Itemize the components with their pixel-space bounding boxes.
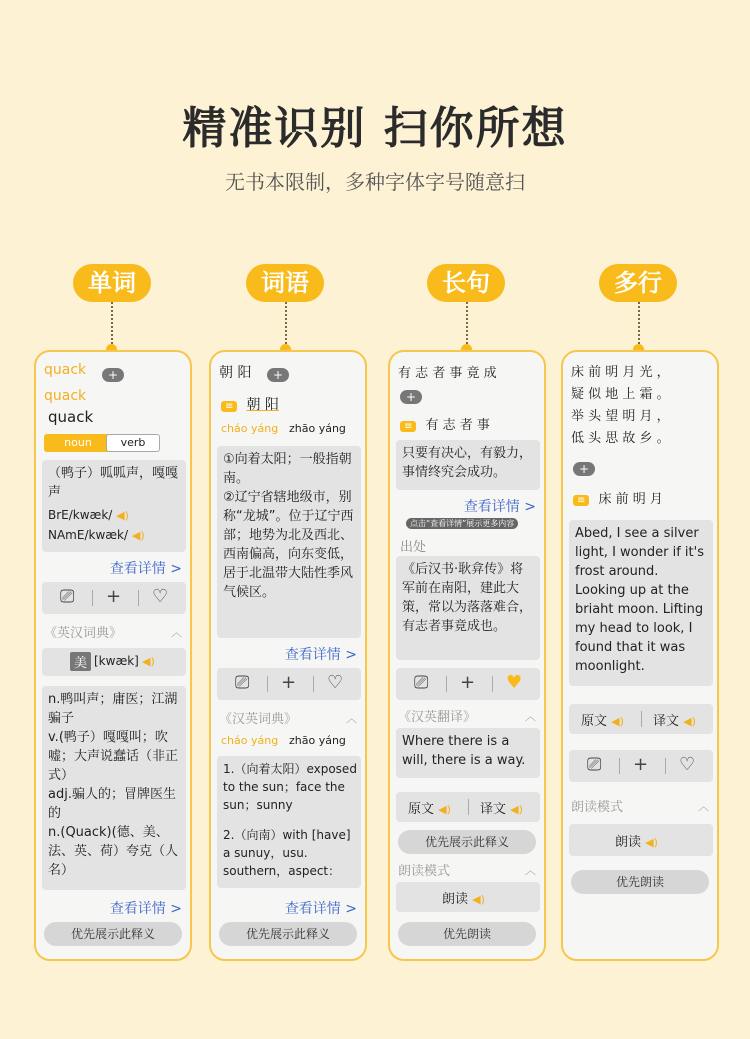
- source-text: 《后汉书·耿弇传》将军前在南阳，建此大策，常以为落落难合，有志者事竟成也。: [402, 562, 533, 634]
- speaker-icon: ◀): [611, 715, 624, 728]
- translation-card: [396, 728, 540, 778]
- translation-text: Abed, I see a silver light, I wonder if it's frost around. Looking up at the briaht moon. Lifting my head to look, I found that it was moonlight.: [575, 526, 704, 674]
- add-button[interactable]: [267, 364, 289, 383]
- heart-filled-icon[interactable]: ♥: [506, 672, 523, 693]
- divider: [92, 590, 93, 606]
- feedback-icon[interactable]: ⎚: [235, 672, 250, 693]
- headword-row: [400, 414, 490, 433]
- list-icon: ≡: [573, 495, 589, 506]
- speaker-icon[interactable]: ◀): [131, 529, 145, 542]
- headword-row: [573, 488, 663, 507]
- pinyin-3[interactable]: cháo yáng: [221, 734, 279, 747]
- plus-icon[interactable]: +: [281, 672, 297, 693]
- heart-icon[interactable]: ♡: [152, 586, 169, 607]
- add-button[interactable]: [573, 458, 595, 477]
- pinyin-1[interactable]: cháo yáng: [221, 422, 279, 435]
- prefer-read-button[interactable]: 优先朗读: [571, 870, 709, 894]
- action-bar: [569, 750, 713, 782]
- phone-sentence: [388, 350, 546, 961]
- definition-card: [42, 460, 186, 552]
- feedback-icon[interactable]: ⎚: [587, 754, 602, 775]
- dict-title: 《汉英词典》: [219, 712, 298, 727]
- connector-line: [638, 302, 640, 348]
- list-icon: ≡: [400, 421, 416, 432]
- action-bar: [396, 668, 540, 700]
- tab-noun[interactable]: noun: [44, 434, 112, 452]
- chevron-up-icon[interactable]: ︿: [346, 712, 357, 725]
- us-badge: 美: [70, 652, 91, 671]
- plus-icon[interactable]: +: [106, 586, 122, 607]
- scan-line: 床 前 明 月 光 ，: [571, 365, 670, 380]
- scan-text: 朝 阳: [219, 365, 252, 381]
- scan-line: 低 头 思 故 乡 。: [571, 431, 670, 446]
- read-mode-heading: 朗读模式: [571, 800, 624, 815]
- source-heading: 出处: [400, 540, 427, 555]
- feedback-icon[interactable]: ⎚: [414, 672, 429, 693]
- translation-1: 1.（向着太阳）exposed to the sun；face the sun；sunny: [223, 762, 357, 812]
- speaker-icon[interactable]: ◀): [142, 655, 155, 668]
- read-mode-heading: 朗读模式: [398, 864, 451, 879]
- original-label: 原文: [408, 802, 435, 817]
- read-button[interactable]: [442, 888, 485, 907]
- definitions-list: n.鸭叫声；庸医；江湖骗子 v.(鸭子）嘎嘎叫；吹嘘；大声说蠢话（非正式） adj.骗人的；冒牌医生的 n.(Quack)(德、美、法、英、荷）夸克（人名）: [48, 692, 179, 878]
- definition-card: [396, 440, 540, 490]
- read-row: [396, 882, 540, 912]
- original-audio-button[interactable]: [408, 798, 451, 817]
- speaker-icon[interactable]: ◀): [116, 509, 129, 522]
- name-text: NAmE/kwæk/: [48, 528, 129, 542]
- translation-audio-button[interactable]: [653, 710, 696, 729]
- chevron-up-icon[interactable]: ︿: [525, 710, 536, 723]
- definition: 只要有决心，有毅力，事情终究会成功。: [402, 446, 533, 480]
- category-word: 单词: [73, 264, 151, 302]
- divider: [468, 799, 469, 815]
- translation-card: [569, 520, 713, 686]
- read-label: 朗读: [442, 892, 469, 907]
- original-audio-button[interactable]: [581, 710, 624, 729]
- plus-icon[interactable]: +: [460, 672, 476, 693]
- page-title: 精准识别 扫你所想: [182, 103, 568, 154]
- audio-row: [396, 792, 540, 822]
- divider: [492, 676, 493, 692]
- original-label: 原文: [581, 714, 608, 729]
- chevron-up-icon[interactable]: ︿: [171, 626, 182, 639]
- bre-text: BrE/kwæk/: [48, 508, 113, 522]
- phone-word: [34, 350, 192, 961]
- dict-title: 《英汉词典》: [44, 626, 123, 641]
- heart-icon[interactable]: ♡: [679, 754, 696, 775]
- view-details-link[interactable]: 查看详情 >: [284, 647, 357, 663]
- prefer-read-button[interactable]: 优先朗读: [398, 922, 536, 946]
- source-card: [396, 556, 540, 660]
- feedback-icon[interactable]: ⎚: [60, 586, 75, 607]
- divider: [619, 758, 620, 774]
- plus-icon: +: [573, 462, 595, 476]
- us-phonetic: [kwæk]: [94, 654, 139, 668]
- headword: 朝 阳: [246, 397, 279, 413]
- headword: quack: [48, 408, 94, 426]
- scan-lines: [571, 362, 711, 450]
- divider: [446, 676, 447, 692]
- translation-label: 译文: [480, 802, 507, 817]
- dict-title: 《汉英翻译》: [398, 710, 477, 725]
- word-small: quack: [44, 388, 87, 404]
- view-details-link[interactable]: 查看详情 >: [109, 561, 182, 577]
- add-button[interactable]: [102, 364, 124, 383]
- translation-label: 译文: [653, 714, 680, 729]
- scan-text: 有 志 者 事 竟 成: [398, 366, 497, 381]
- page-subtitle: 无书本限制，多种字体字号随意扫: [225, 170, 525, 194]
- add-button[interactable]: [400, 386, 422, 405]
- definition: ①向着太阳；一般指朝南。 ②辽宁省辖地级市，别称“龙城”。位于辽宁西部；地势为北及西北、西南偏高，向东变低，居于北温带大陆性季风气候区。: [223, 452, 354, 600]
- connector-line: [111, 302, 113, 348]
- audio-row: [569, 704, 713, 734]
- pinyin-2[interactable]: zhāo yáng: [289, 422, 346, 435]
- view-details-link[interactable]: 查看详情 >: [463, 499, 536, 515]
- translation-text: Where there is a will, there is a way.: [402, 734, 526, 768]
- details-hint-tooltip: 点击“查看详情”展示更多内容: [406, 518, 518, 529]
- category-multiline: 多行: [599, 264, 677, 302]
- scan-line: 举 头 望 明 月 ，: [571, 409, 670, 424]
- phone-phrase: [209, 350, 367, 961]
- prefer-definition-button[interactable]: 优先展示此释义: [398, 830, 536, 854]
- list-icon: ≡: [221, 401, 237, 412]
- scan-text: quack: [44, 362, 87, 378]
- name-phonetic: [48, 528, 145, 542]
- headword: 有 志 者 事: [425, 418, 490, 433]
- definition-card: [217, 446, 361, 638]
- speaker-icon: ◀): [683, 715, 696, 728]
- divider: [313, 676, 314, 692]
- plus-icon: +: [400, 390, 422, 404]
- translation-2: 2.（向南）with [have] a sunuy，usu. southern，aspect：: [223, 828, 351, 878]
- action-bar: [42, 582, 186, 614]
- action-bar: [217, 668, 361, 700]
- pronunciation-row: [42, 648, 186, 676]
- view-details-link[interactable]: 查看详情 >: [284, 901, 357, 917]
- tab-verb[interactable]: verb: [106, 434, 160, 452]
- divider: [138, 590, 139, 606]
- prefer-definition-button[interactable]: 优先展示此释义: [44, 922, 182, 946]
- speaker-icon: ◀): [510, 803, 523, 816]
- read-button[interactable]: [615, 831, 658, 850]
- divider: [665, 758, 666, 774]
- connector-line: [285, 302, 287, 348]
- phone-multiline: [561, 350, 719, 961]
- divider: [267, 676, 268, 692]
- chevron-up-icon[interactable]: ︿: [698, 800, 709, 813]
- definitions-card: [42, 686, 186, 890]
- headword: 床 前 明 月: [598, 492, 663, 507]
- read-label: 朗读: [615, 835, 642, 850]
- translation-card: [217, 756, 361, 888]
- heart-icon[interactable]: ♡: [327, 672, 344, 693]
- read-row: [569, 824, 713, 856]
- category-phrase: 词语: [246, 264, 324, 302]
- view-details-link[interactable]: 查看详情 >: [109, 901, 182, 917]
- bre-phonetic: [48, 508, 129, 522]
- chevron-up-icon[interactable]: ︿: [525, 864, 536, 877]
- prefer-definition-button[interactable]: 优先展示此释义: [219, 922, 357, 946]
- pinyin-4[interactable]: zhāo yáng: [289, 734, 346, 747]
- headword-row: [221, 394, 279, 414]
- scan-line: 疑 似 地 上 霜 。: [571, 387, 670, 402]
- translation-audio-button[interactable]: [480, 798, 523, 817]
- speaker-icon: ◀): [645, 836, 658, 849]
- definition: （鸭子）呱呱声，嘎嘎声: [48, 466, 179, 500]
- connector-line: [466, 302, 468, 348]
- speaker-icon: ◀): [472, 893, 485, 906]
- plus-icon[interactable]: +: [633, 754, 649, 775]
- divider: [641, 711, 642, 727]
- plus-icon: +: [267, 368, 289, 382]
- plus-icon: +: [102, 368, 124, 382]
- category-sentence: 长句: [427, 264, 505, 302]
- speaker-icon: ◀): [438, 803, 451, 816]
